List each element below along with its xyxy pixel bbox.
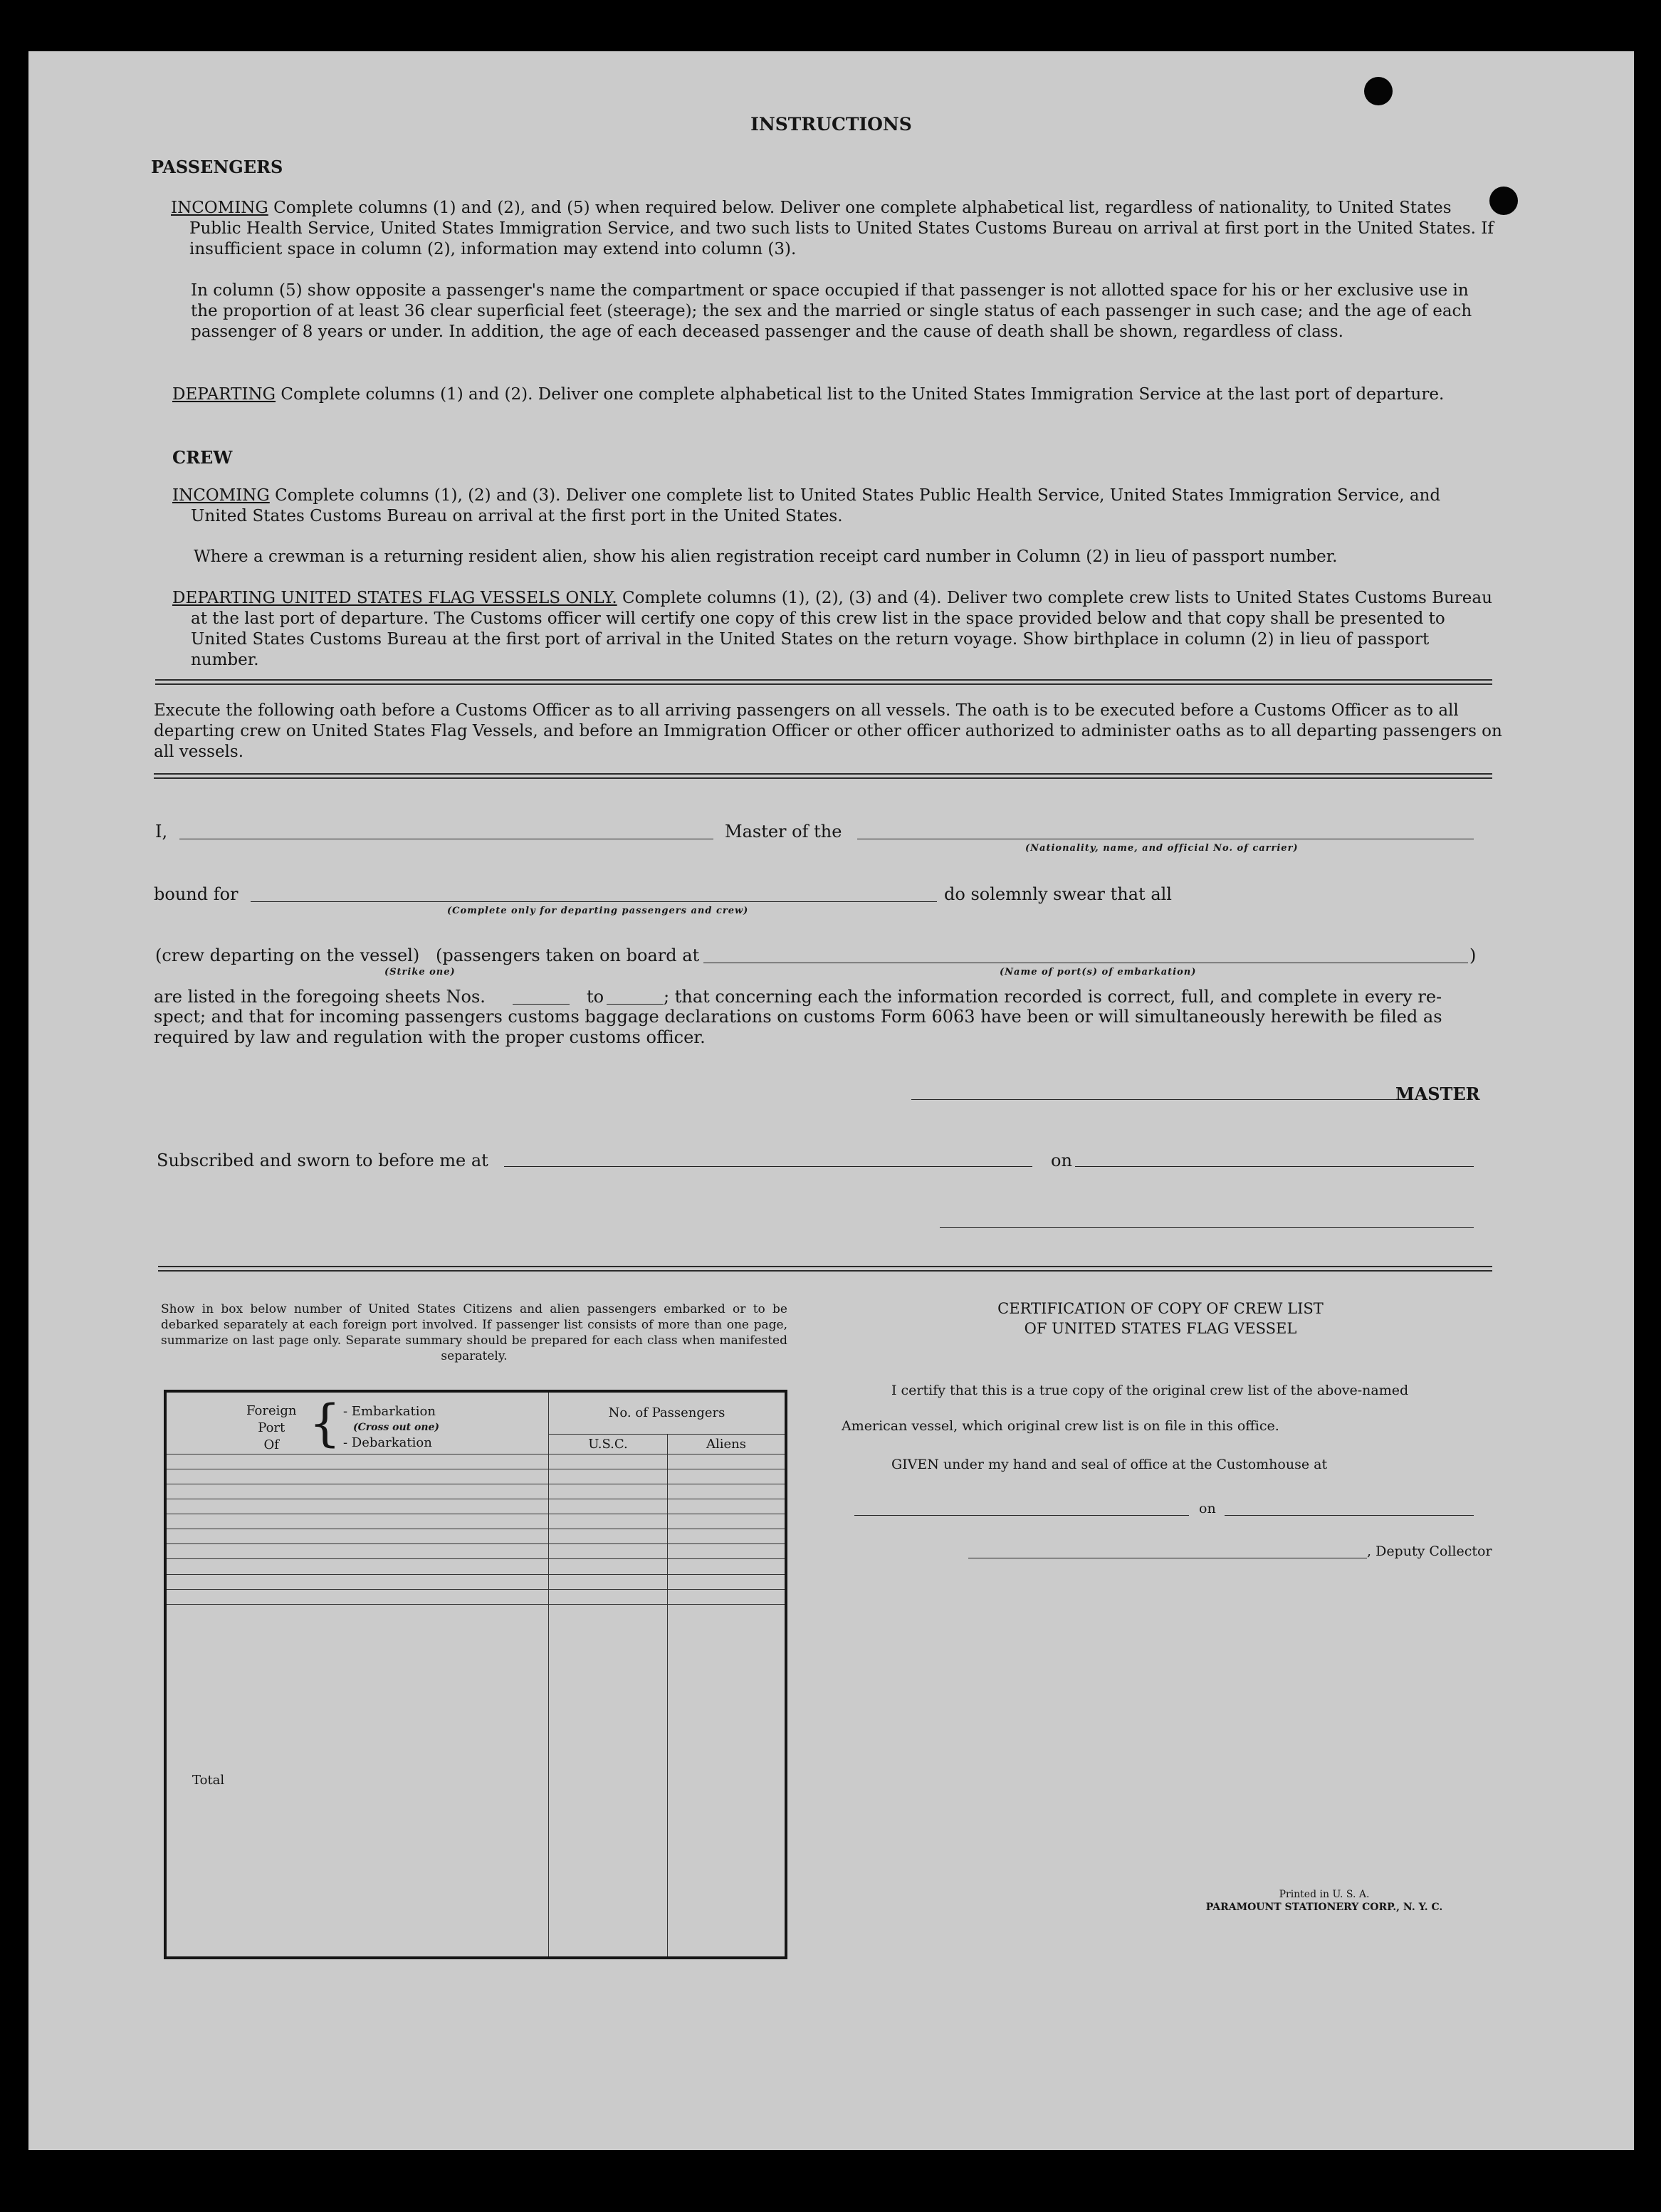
officer-signature-field[interactable] [940,1227,1474,1228]
listed-sheets-label: are listed in the foregoing sheets Nos. [154,987,486,1007]
carrier-caption: (Nationality, name, and official No. of carrier) [1025,843,1299,854]
crew-departing-text: Complete columns (1), (2), (3) and (4). Deliver two complete crew lists to United States Customs Bureau at the last port of departure. The Customs officer will certify one copy of this crew list in the space provided below and that copy shall be presented to United States Customs Bureau at the first port of arrival in the United States on the return voyage. Show birthplace in column (2) in lieu of passport number. [191,589,1492,669]
table-row[interactable] [165,1529,786,1544]
table-row[interactable] [165,1574,786,1589]
listed-to-label: to [587,987,604,1007]
passengers-incoming-text: Complete columns (1) and (2), and (5) when required below. Deliver one complete alphabetical list, regardless of nationality, to United States Public Health Service, United States Immigration Service, and two such lists to United States Customs Bureau on arrival at first port in the United States. If insufficient space in column (2), information may extend into column (3). [189,199,1494,258]
cross-out-label: (Cross out one) [353,1422,440,1433]
close-paren: ) [1469,945,1477,965]
table-row[interactable] [165,1469,786,1484]
table-row[interactable] [165,1544,786,1559]
master-label: MASTER [1395,1084,1480,1104]
certification-line-3: GIVEN under my hand and seal of office at the Customhouse at [891,1457,1328,1472]
port-header-cell [165,1391,549,1454]
oath-respect-text: spect; and that for incoming passengers customs baggage declarations on customs Form 6063 have been or will simultaneously herewith be filed as required by law and regulation with the proper customs officer. [154,1007,1442,1047]
crew-resident-paragraph: Where a crewman is a returning resident alien, show his alien registration receipt card number in Column (2) in lieu of passport number. [194,547,1338,566]
subscribed-label: Subscribed and sworn to before me at [157,1150,488,1170]
oath-instruction: Execute the following oath before a Customs Officer as to all arriving passengers on all vessels. The oath is to be executed before a Customs Officer as to all departing crew on United States Flag Vessels, and before an Immigration Officer or other officer authorized to administer oaths as to all departing passengers on all vessels. [154,701,1502,761]
no-of-passengers-header: No. of Passengers [549,1391,787,1434]
crew-incoming-text: Complete columns (1), (2) and (3). Deliver one complete list to United States Public Health Service, United States Immigration Service, and United States Customs Bureau on arrival at the first port in the United States. [191,486,1441,525]
of-label: Of [263,1437,279,1452]
printer-imprint [1139,1888,1509,1914]
foreign-label: Foreign [246,1403,297,1418]
certification-title [911,1299,1410,1338]
passenger-summary-table [164,1390,787,1959]
page-title: INSTRUCTIONS [750,114,912,135]
master-signature-field[interactable] [911,1099,1410,1100]
summary-note: Show in box below number of United States Citizens and alien passengers embarked or to be debarked separately at each foreign port involved. If passenger list consists of more than one page, summarize on last page only. Separate summary should be prepared for each class when manifested separately. [161,1302,787,1363]
master-of-the-label: Master of the [725,822,842,842]
crew-departing-label-oath: (crew departing on the vessel) [155,945,420,965]
crew-departing-label: DEPARTING UNITED STATES FLAG VESSELS ONLY. [172,589,617,607]
table-row[interactable] [165,1514,786,1529]
certification-title-1: CERTIFICATION OF COPY OF CREW LIST [997,1300,1324,1317]
divider-2 [154,773,1492,779]
table-row-total[interactable] [165,1604,786,1958]
passengers-departing-paragraph [172,384,1499,405]
subscribed-place-field[interactable] [504,1166,1032,1167]
certification-title-2: OF UNITED STATES FLAG VESSEL [1024,1320,1297,1337]
ports-caption: (Name of port(s) of embarkation) [1000,967,1197,977]
passengers-column5-paragraph: In column (5) show opposite a passenger's name the compartment or space occupied if that passenger is not allotted space for his or her exclusive use in the proportion of at least 36 clear superficial feet (steerage); the sex and the married or single status of each passenger in such case; and the age of each passenger of 8 years or under. In addition, the age of each deceased passenger and the cause of death shall be shown, regardless of class. [191,281,1472,341]
deputy-collector-label: , Deputy Collector [1367,1543,1492,1559]
crew-departing-paragraph [172,588,1499,671]
table-row[interactable] [165,1499,786,1514]
certification-line-1: I certify that this is a true copy of the original crew list of the above-named [891,1383,1409,1398]
divider-3 [158,1266,1492,1272]
strike-one-caption: (Strike one) [384,967,456,977]
customhouse-field[interactable] [854,1515,1189,1516]
passengers-taken-label: (passengers taken on board at [436,945,700,965]
table-row[interactable] [165,1589,786,1604]
sheet-to-field[interactable] [607,1004,664,1005]
certification-date-field[interactable] [1225,1515,1474,1516]
passengers-departing-text: Complete columns (1) and (2). Deliver one complete alphabetical list to the United States Immigration Service at the last port of departure. [276,385,1445,404]
passengers-incoming-paragraph [171,198,1499,260]
bound-for-field[interactable] [251,901,937,902]
sheet-from-field[interactable] [513,1004,570,1005]
oath-i-label: I, [155,822,168,842]
table-row[interactable] [165,1559,786,1574]
table-row[interactable] [165,1454,786,1469]
punch-hole-top [1364,77,1393,105]
debarkation-label: - Debarkation [343,1435,432,1450]
passengers-departing-label: DEPARTING [172,385,276,404]
embarkation-label: - Embarkation [343,1404,436,1419]
table-row[interactable] [165,1484,786,1499]
listed-rest-label: ; that concerning each the information recorded is correct, full, and complete in every re- [664,987,1442,1007]
crew-incoming-paragraph [172,486,1499,527]
passengers-heading: PASSENGERS [151,157,283,177]
form-page [28,51,1634,2150]
aliens-header: Aliens [668,1434,787,1454]
subscribed-date-field[interactable] [1075,1166,1474,1167]
bound-for-label: bound for [154,884,239,904]
port-label: Port [258,1420,285,1435]
bound-for-caption: (Complete only for departing passengers and crew) [447,906,749,916]
certification-on-label: on [1199,1501,1216,1516]
subscribed-on-label: on [1051,1150,1072,1170]
swear-label: do solemnly swear that all [944,884,1172,904]
total-label: Total [165,1604,549,1958]
divider-1 [155,679,1492,685]
crew-incoming-label: INCOMING [172,486,270,505]
crew-heading: CREW [172,447,233,468]
certification-line-2: American vessel, which original crew list is on file in this office. [842,1418,1279,1434]
brace-glyph: { [309,1394,341,1452]
printer-line-1: Printed in U. S. A. [1279,1889,1370,1900]
printer-line-2: PARAMOUNT STATIONERY CORP., N. Y. C. [1205,1902,1443,1913]
passengers-incoming-label: INCOMING [171,199,268,217]
usc-header: U.S.C. [549,1434,668,1454]
